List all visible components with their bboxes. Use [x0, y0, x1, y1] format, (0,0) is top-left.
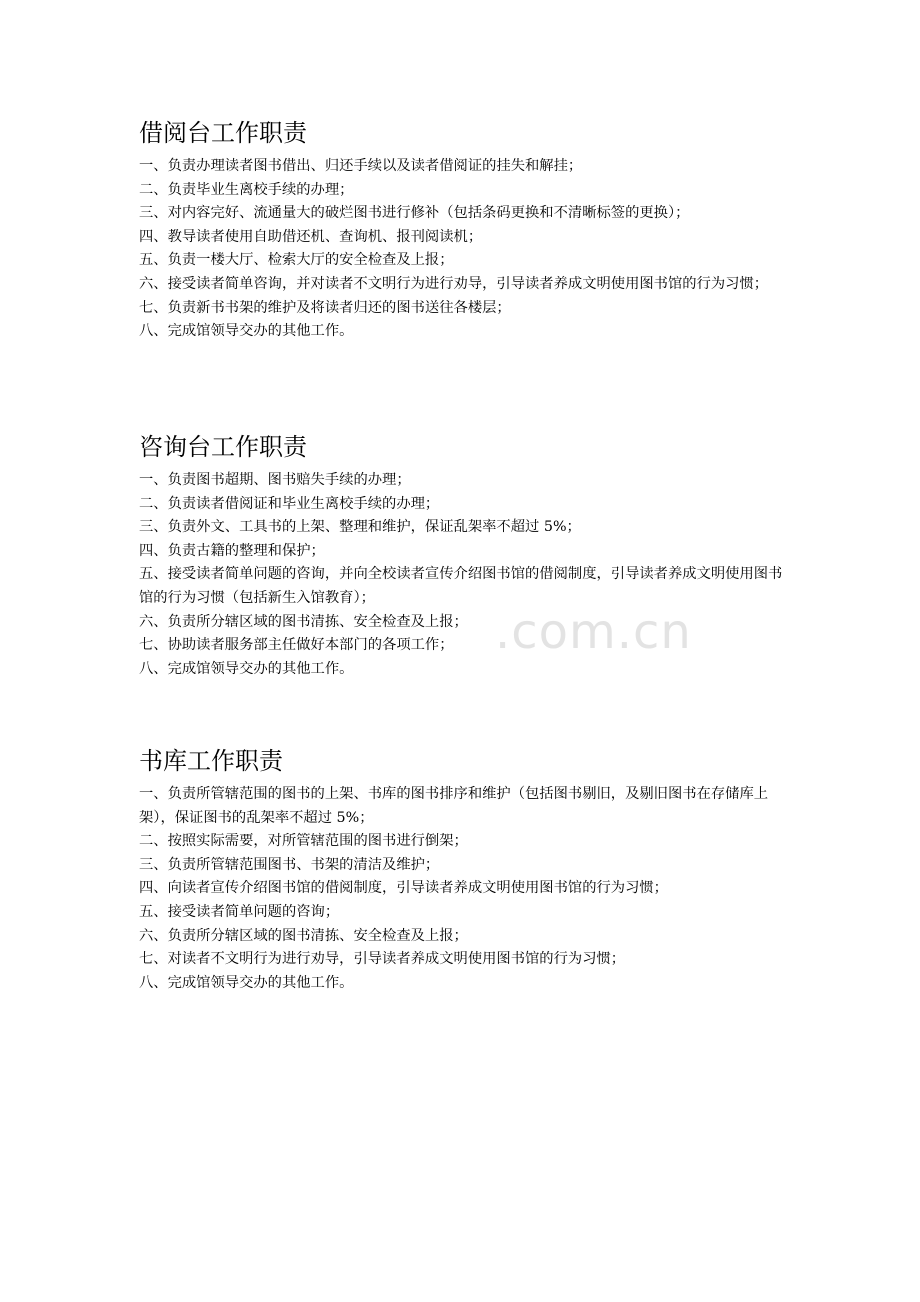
duty-item: 四、负责古籍的整理和保护；: [139, 542, 325, 559]
duty-item: 七、负责新书书架的维护及将读者归还的图书送往各楼层；: [139, 299, 511, 316]
duty-item: 六、负责所分辖区域的图书清拣、安全检查及上报；: [139, 927, 468, 944]
duty-item: 八、完成馆领导交办的其他工作。: [139, 660, 354, 677]
duty-item: 一、负责图书超期、图书赔失手续的办理；: [139, 472, 411, 488]
duty-item: 二、负责读者借阅证和毕业生离校手续的办理；: [139, 495, 440, 512]
duty-item: 三、对内容完好、流通量大的破烂图书进行修补（包括条码更换和不清晰标签的更换）；: [139, 205, 690, 222]
duty-item: 八、完成馆领导交办的其他工作。: [139, 974, 354, 991]
duty-item: 八、完成馆领导交办的其他工作。: [139, 323, 354, 340]
duty-item: 二、按照实际需要，对所管辖范围的图书进行倒架；: [139, 833, 468, 850]
duty-item: 一、负责所管辖范围的图书的上架、书库的图书排序和维护（包括图书剔旧，及剔旧图书在存储库上架），保证图书的乱架率不超过 5%；: [139, 786, 769, 826]
section-title: 书库工作职责: [139, 747, 283, 775]
section-title: 借阅台工作职责: [139, 119, 307, 147]
duty-item: 五、负责一楼大厅、检索大厅的安全检查及上报；: [139, 252, 454, 269]
duty-item: 四、教导读者使用自助借还机、查询机、报刊阅读机；: [139, 228, 483, 245]
section-title: 咨询台工作职责: [139, 433, 307, 461]
duty-item: 三、负责所管辖范围图书、书架的清洁及维护；: [139, 856, 440, 873]
duty-item: 六、负责所分辖区域的图书清拣、安全检查及上报；: [139, 613, 468, 630]
duty-item: 六、接受读者简单咨询，并对读者不文明行为进行劝导，引导读者养成文明使用图书馆的行为习惯；: [139, 275, 769, 292]
duty-item: 四、向读者宣传介绍图书馆的借阅制度，引导读者养成文明使用图书馆的行为习惯；: [139, 880, 668, 897]
duty-item: 二、负责毕业生离校手续的办理；: [139, 181, 354, 198]
duty-item: 一、负责办理读者图书借出、归还手续以及读者借阅证的挂失和解挂；: [139, 158, 583, 174]
duty-item: 三、负责外文、工具书的上架、整理和维护，保证乱架率不超过 5%；: [139, 519, 581, 536]
duty-item: 五、接受读者简单问题的咨询；: [139, 903, 340, 920]
duty-item: 五、接受读者简单问题的咨询，并向全校读者宣传介绍图书馆的借阅制度，引导读者养成文明使用图书馆的行为习惯（包括新生入馆教育）；: [139, 566, 783, 606]
watermark: .com.cn: [495, 604, 692, 660]
duty-item: 七、协助读者服务部主任做好本部门的各项工作；: [139, 637, 454, 654]
duty-item: 七、对读者不文明行为进行劝导，引导读者养成文明使用图书馆的行为习惯；: [139, 951, 626, 968]
section-lending-desk: [139, 117, 789, 344]
section-stacks: [139, 745, 789, 995]
